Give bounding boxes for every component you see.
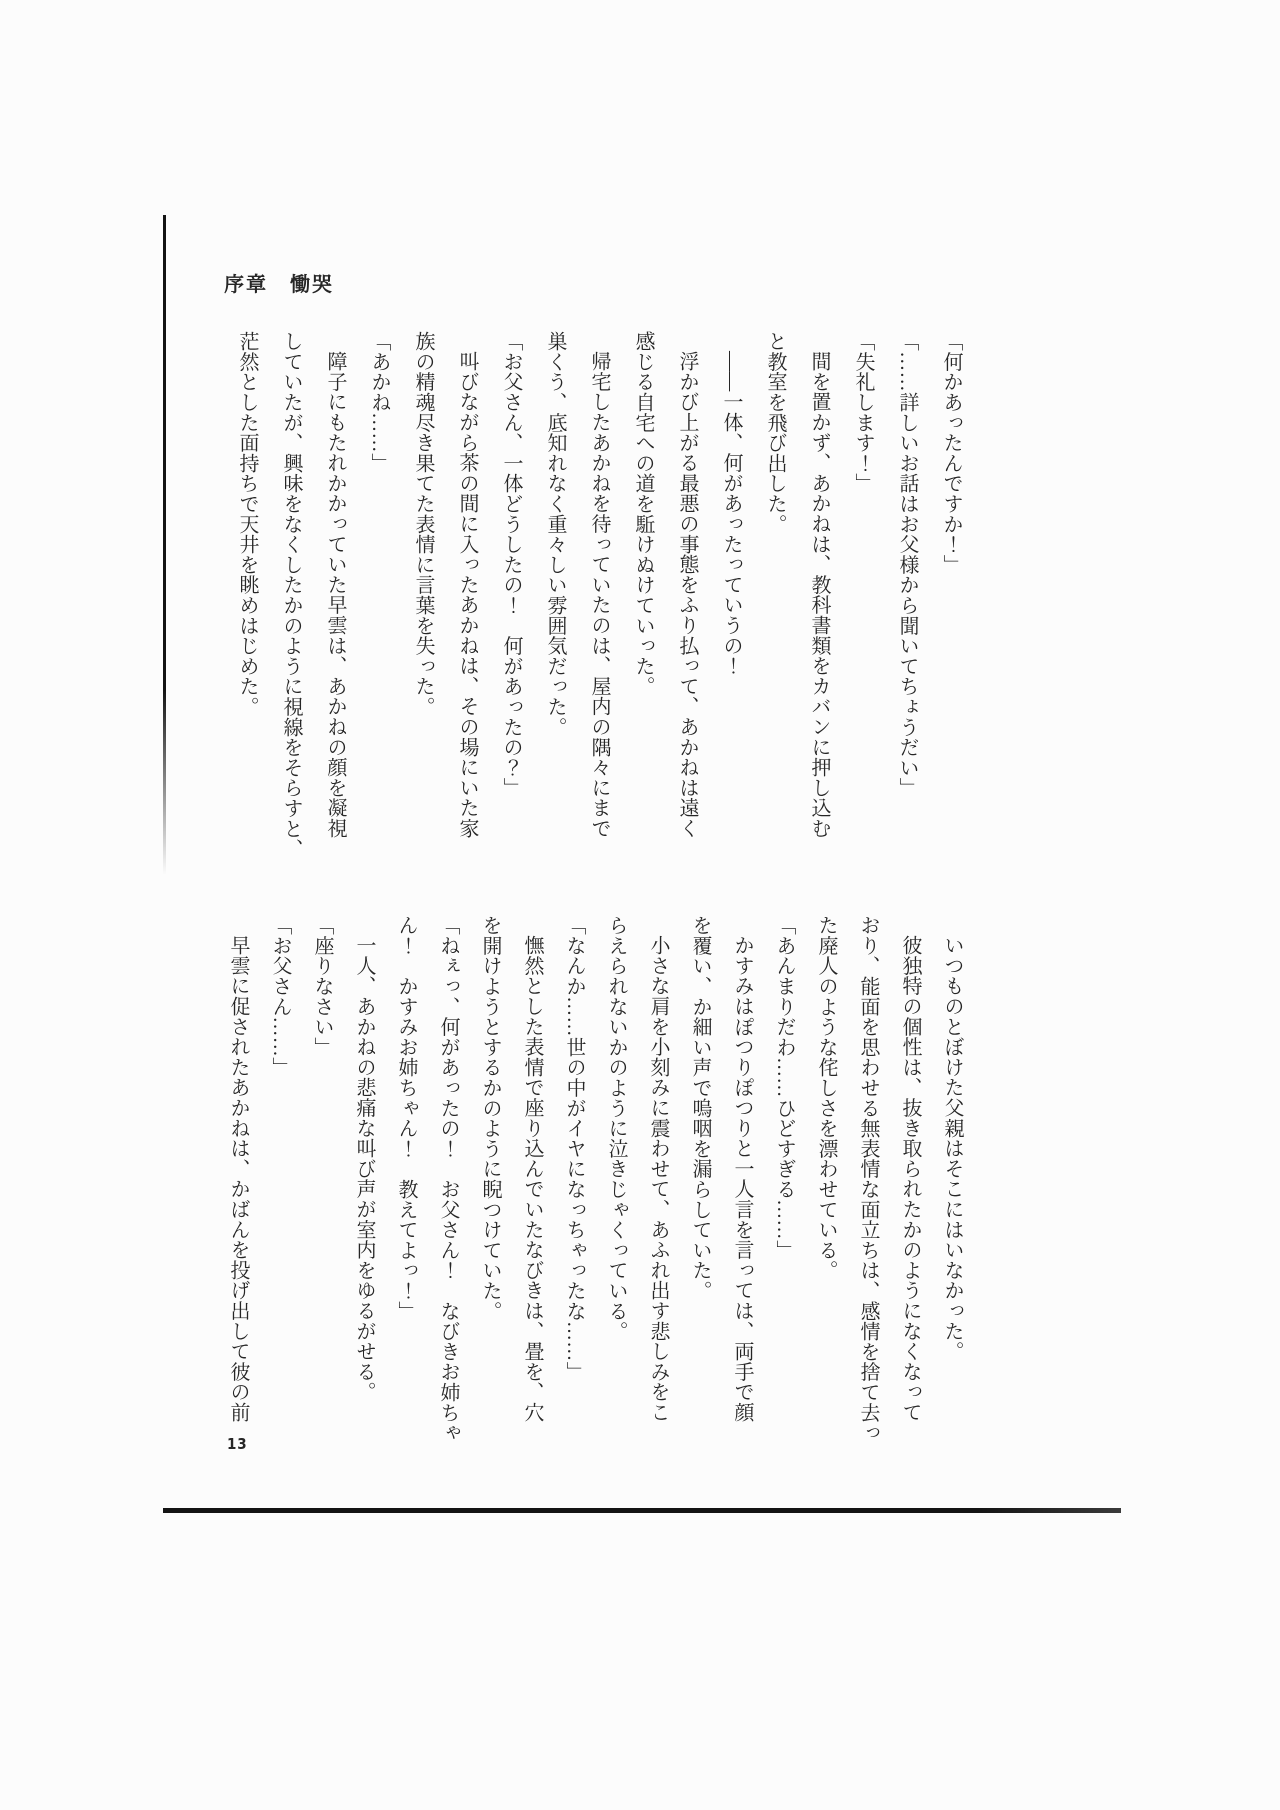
upper-band xyxy=(225,331,973,863)
text-line: 帰宅したあかねを待っていたのは、屋内の隅々にまで xyxy=(588,351,610,839)
text-line: を開けようとするかのように睨つけていた。 xyxy=(479,915,501,1321)
text-line: 茫然とした面持ちで天井を眺めはじめた。 xyxy=(236,331,258,717)
text-line: 「お父さん、一体どうしたの！ 何があったの？」 xyxy=(500,331,522,798)
text-line: 「……詳しいお話はお父様から聞いてちょうだい」 xyxy=(896,331,918,798)
text-line: 彼独特の個性は、抜き取られたかのようになくなって xyxy=(899,935,921,1423)
text-line: 「ねぇっ、何があったの！ お父さん！ なびきお姉ちゃ xyxy=(437,915,459,1443)
text-line: 巣くう、底知れなく重々しい雰囲気だった。 xyxy=(544,331,566,737)
text-line: らえられないかのように泣きじゃくっている。 xyxy=(605,915,627,1342)
text-line: かすみはぽつりぽつりと一人言を言っては、両手で顔 xyxy=(731,935,753,1423)
text-line: 「あかね……」 xyxy=(368,331,390,474)
text-line: おり、能面を思わせる無表情な面立ちは、感情を捨て去っ xyxy=(857,915,879,1443)
text-line: 族の精魂尽き果てた表情に言葉を失った。 xyxy=(412,331,434,717)
text-line: いつものとぼけた父親はそこにはいなかった。 xyxy=(941,935,963,1362)
text-line: 「座りなさい」 xyxy=(311,915,333,1058)
text-line: 小さな肩を小刻みに震わせて、あふれ出す悲しみをこ xyxy=(647,935,669,1423)
lower-band xyxy=(217,915,973,1447)
text-line: 一人、あかねの悲痛な叫び声が室内をゆるがせる。 xyxy=(353,935,375,1402)
text-line: 早雲に促されたあかねは、かばんを投げ出して彼の前 xyxy=(227,935,249,1423)
text-line: ん！ かすみお姉ちゃん！ 教えてよっ！」 xyxy=(395,915,417,1321)
page-number: 13 xyxy=(227,1435,248,1453)
text-line: 叫びながら茶の間に入ったあかねは、その場にいた家 xyxy=(456,351,478,839)
text-line: 「お父さん……」 xyxy=(269,915,291,1078)
chapter-header: 序章 慟哭 xyxy=(224,274,334,296)
text-line: 憮然とした表情で座り込んでいたなびきは、畳を、穴 xyxy=(521,935,543,1423)
text-line: 「あんまりだわ……ひどすぎる……」 xyxy=(773,915,795,1261)
text-line: 間を置かず、あかねは、教科書類をカバンに押し込む xyxy=(808,351,830,839)
text-line: 「失礼します！」 xyxy=(852,331,874,494)
text-line: 感じる自宅への道を駈けぬけていった。 xyxy=(632,331,654,697)
text-line: と教室を飛び出した。 xyxy=(764,331,786,534)
text-line: を覆い、か細い声で嗚咽を漏らしていた。 xyxy=(689,915,711,1301)
bottom-horizontal-rule xyxy=(163,1508,1121,1513)
left-vertical-rule xyxy=(163,215,166,875)
text-line: た廃人のような侘しさを漂わせている。 xyxy=(815,915,837,1281)
text-line: 浮かび上がる最悪の事態をふり払って、あかねは遠く xyxy=(676,351,698,839)
text-line: ――一体、何があったっていうの！ xyxy=(720,351,742,676)
text-line: 「なんか……世の中がイヤになっちゃったな……」 xyxy=(563,915,585,1382)
text-line: 障子にもたれかかっていた早雲は、あかねの顔を凝視 xyxy=(324,351,346,839)
text-line: 「何かあったんですか！」 xyxy=(940,331,962,575)
text-line: していたが、興味をなくしたかのように視線をそらすと、 xyxy=(280,331,302,859)
